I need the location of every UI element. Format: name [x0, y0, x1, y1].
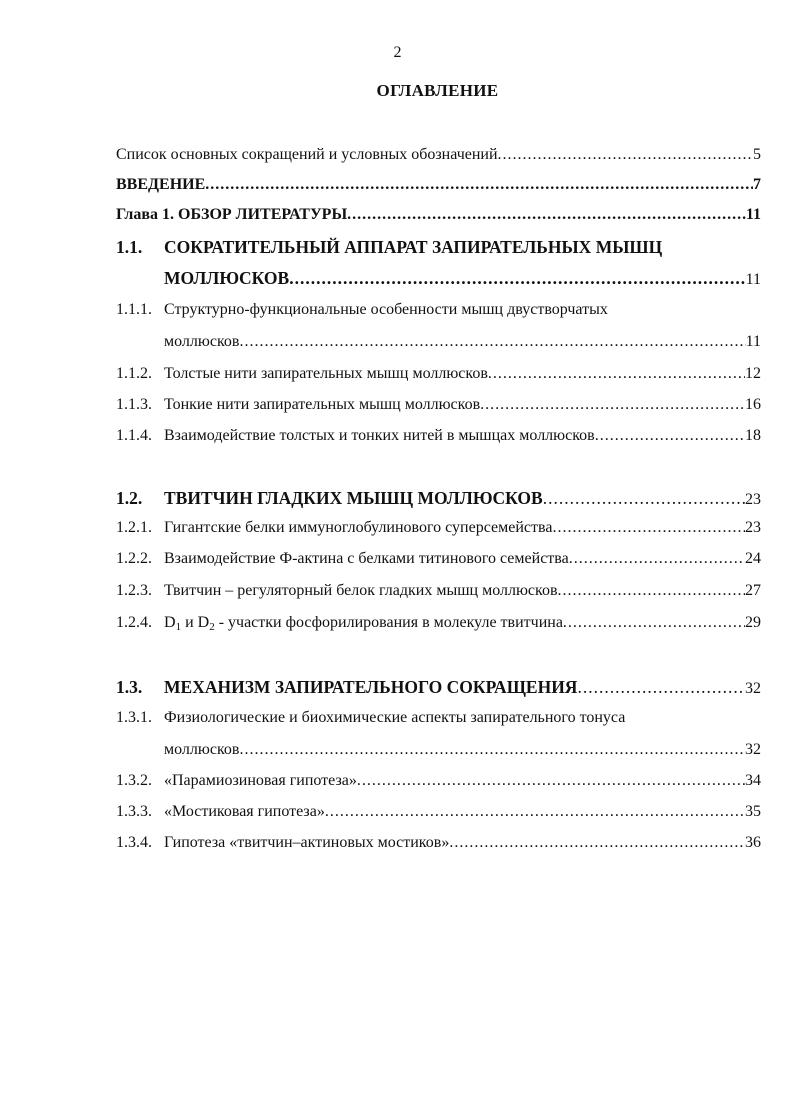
toc-entry-number: 1.3. — [116, 677, 143, 697]
toc-entry-number: 1.2.2. — [116, 550, 152, 567]
toc-entry-number: 1.2.3. — [116, 582, 152, 599]
toc-entry-page: 11 — [745, 271, 761, 288]
toc-entry-title: Взаимодействие Ф-актина с белками титинового семейства — [164, 550, 569, 567]
toc-entry-page: 32 — [745, 680, 761, 697]
dot-leader — [347, 206, 746, 224]
toc-entry-1-2-4[interactable] — [116, 614, 761, 636]
dot-leader — [595, 427, 745, 445]
toc-entry-title-continued: моллюсков — [164, 333, 240, 350]
dot-leader — [543, 488, 745, 509]
dot-leader — [577, 677, 745, 698]
toc-entry-1-1-continued[interactable] — [164, 268, 761, 290]
toc-entry-1-1-2[interactable] — [116, 365, 761, 387]
toc-entry-title: ВВЕДЕНИЕ — [116, 176, 206, 193]
toc-entry-title: Гигантские белки иммуноглобулинового суперсемейства — [164, 519, 553, 536]
toc-title: ОГЛАВЛЕНИЕ — [376, 81, 499, 100]
toc-entry-number: 1.3.1. — [116, 709, 152, 726]
dot-leader — [558, 582, 745, 600]
toc-entry-page: 11 — [745, 206, 761, 223]
dot-leader — [289, 268, 745, 289]
toc-entry-page: 36 — [745, 834, 761, 851]
toc-entry-1-3-3[interactable] — [116, 803, 761, 825]
toc-entry-title: «Мостиковая гипотеза» — [164, 803, 325, 820]
toc-entry-1-1-1-continued[interactable] — [164, 333, 761, 355]
toc-entry-page: 18 — [745, 427, 761, 444]
toc-entry-number: 1.1.4. — [116, 427, 152, 444]
dot-leader — [488, 365, 745, 383]
dot-leader — [325, 803, 745, 821]
dot-leader — [569, 550, 745, 568]
toc-entry-1-2[interactable] — [116, 488, 761, 510]
toc-entry-number: 1.3.4. — [116, 834, 152, 851]
toc-entry-number: 1.3.2. — [116, 772, 152, 789]
dot-leader — [480, 396, 745, 414]
page-number: 2 — [393, 44, 402, 61]
subscript-2: 2 — [209, 621, 215, 633]
toc-entry-title: Твитчин – регуляторный белок гладких мышц моллюсков — [164, 582, 558, 599]
toc-entry-title: Гипотеза «твитчин–актиновых мостиков» — [164, 834, 450, 851]
toc-entry-number: 1.2. — [116, 488, 143, 508]
toc-entry-number: 1.1.1. — [116, 301, 152, 318]
toc-entry-page: 5 — [753, 146, 761, 163]
toc-entry-page: 32 — [745, 741, 761, 758]
toc-entry-title: Глава 1. ОБЗОР ЛИТЕРАТУРЫ — [116, 206, 348, 223]
toc-entry-title-continued: МОЛЛЮСКОВ — [164, 268, 290, 288]
toc-entry-abbreviations[interactable] — [116, 146, 761, 168]
toc-entry-title: Тонкие нити запирательных мышц моллюсков — [164, 396, 481, 413]
title-part: D — [164, 614, 176, 631]
dot-leader — [239, 333, 745, 351]
title-part: - участки фосфорилирования в молекуле твитчина — [214, 614, 563, 631]
toc-entry-page: 27 — [745, 582, 761, 599]
toc-entry-title: Взаимодействие толстых и тонких нитей в мышцах моллюсков — [164, 427, 595, 444]
toc-entry-title: Структурно-функциональные особенности мышц двустворчатых — [164, 301, 608, 318]
toc-entry-page: 11 — [745, 333, 761, 350]
toc-entry-number: 1.1.3. — [116, 396, 152, 413]
dot-leader — [498, 146, 753, 164]
toc-entry-1-3[interactable] — [116, 677, 761, 699]
toc-entry-title: СОКРАТИТЕЛЬНЫЙ АППАРАТ ЗАПИРАТЕЛЬНЫХ МЫШЦ — [164, 237, 663, 257]
toc-entry-title — [164, 614, 563, 632]
toc-entry-1-3-1[interactable] — [116, 709, 625, 727]
dot-leader — [239, 741, 745, 759]
toc-entry-1-3-4[interactable] — [116, 834, 761, 856]
subscript-1: 1 — [175, 621, 182, 633]
toc-entry-1-1-3[interactable] — [116, 396, 761, 418]
toc-entry-title: МЕХАНИЗМ ЗАПИРАТЕЛЬНОГО СОКРАЩЕНИЯ — [164, 677, 578, 697]
dot-leader — [357, 772, 745, 790]
toc-entry-number: 1.3.3. — [116, 803, 152, 820]
toc-entry-1-2-1[interactable] — [116, 519, 761, 541]
toc-entry-1-1-1[interactable] — [116, 301, 608, 319]
toc-entry-1-2-3[interactable] — [116, 582, 761, 604]
toc-entry-page: 34 — [745, 772, 761, 789]
toc-entry-1-3-2[interactable] — [116, 772, 761, 794]
dot-leader — [563, 614, 745, 632]
toc-entry-page: 12 — [745, 365, 761, 382]
toc-entry-page: 24 — [745, 550, 761, 567]
dot-leader — [449, 834, 745, 852]
toc-entry-introduction[interactable] — [116, 176, 761, 198]
toc-entry-1-2-2[interactable] — [116, 550, 761, 572]
toc-entry-title: ТВИТЧИН ГЛАДКИХ МЫШЦ МОЛЛЮСКОВ — [164, 488, 543, 508]
toc-entry-number: 1.1.2. — [116, 365, 152, 382]
toc-entry-page: 23 — [745, 491, 761, 508]
toc-entry-page: 16 — [745, 396, 761, 413]
toc-entry-title: Толстые нити запирательных мышц моллюсков — [164, 365, 488, 382]
toc-entry-1-1[interactable] — [116, 237, 662, 258]
toc-entry-1-1-4[interactable] — [116, 427, 761, 449]
toc-entry-1-3-1-continued[interactable] — [164, 741, 761, 763]
title-part: и D — [181, 614, 210, 631]
toc-entry-number: 1.1. — [116, 237, 143, 257]
toc-entry-title: Список основных сокращений и условных обозначений — [116, 146, 498, 163]
toc-entry-number: 1.2.4. — [116, 614, 152, 631]
toc-entry-title-continued: моллюсков — [164, 741, 240, 758]
toc-entry-page: 7 — [753, 176, 761, 193]
toc-entry-chapter-1[interactable] — [116, 206, 761, 228]
toc-entry-page: 35 — [745, 803, 761, 820]
toc-entry-page: 23 — [745, 519, 761, 536]
toc-entry-title: Физиологические и биохимические аспекты запирательного тонуса — [164, 709, 626, 726]
toc-entry-number: 1.2.1. — [116, 519, 152, 536]
dot-leader — [552, 519, 745, 537]
toc-entry-title: «Парамиозиновая гипотеза» — [164, 772, 357, 789]
toc-entry-page: 29 — [745, 614, 761, 631]
dot-leader — [205, 176, 753, 194]
